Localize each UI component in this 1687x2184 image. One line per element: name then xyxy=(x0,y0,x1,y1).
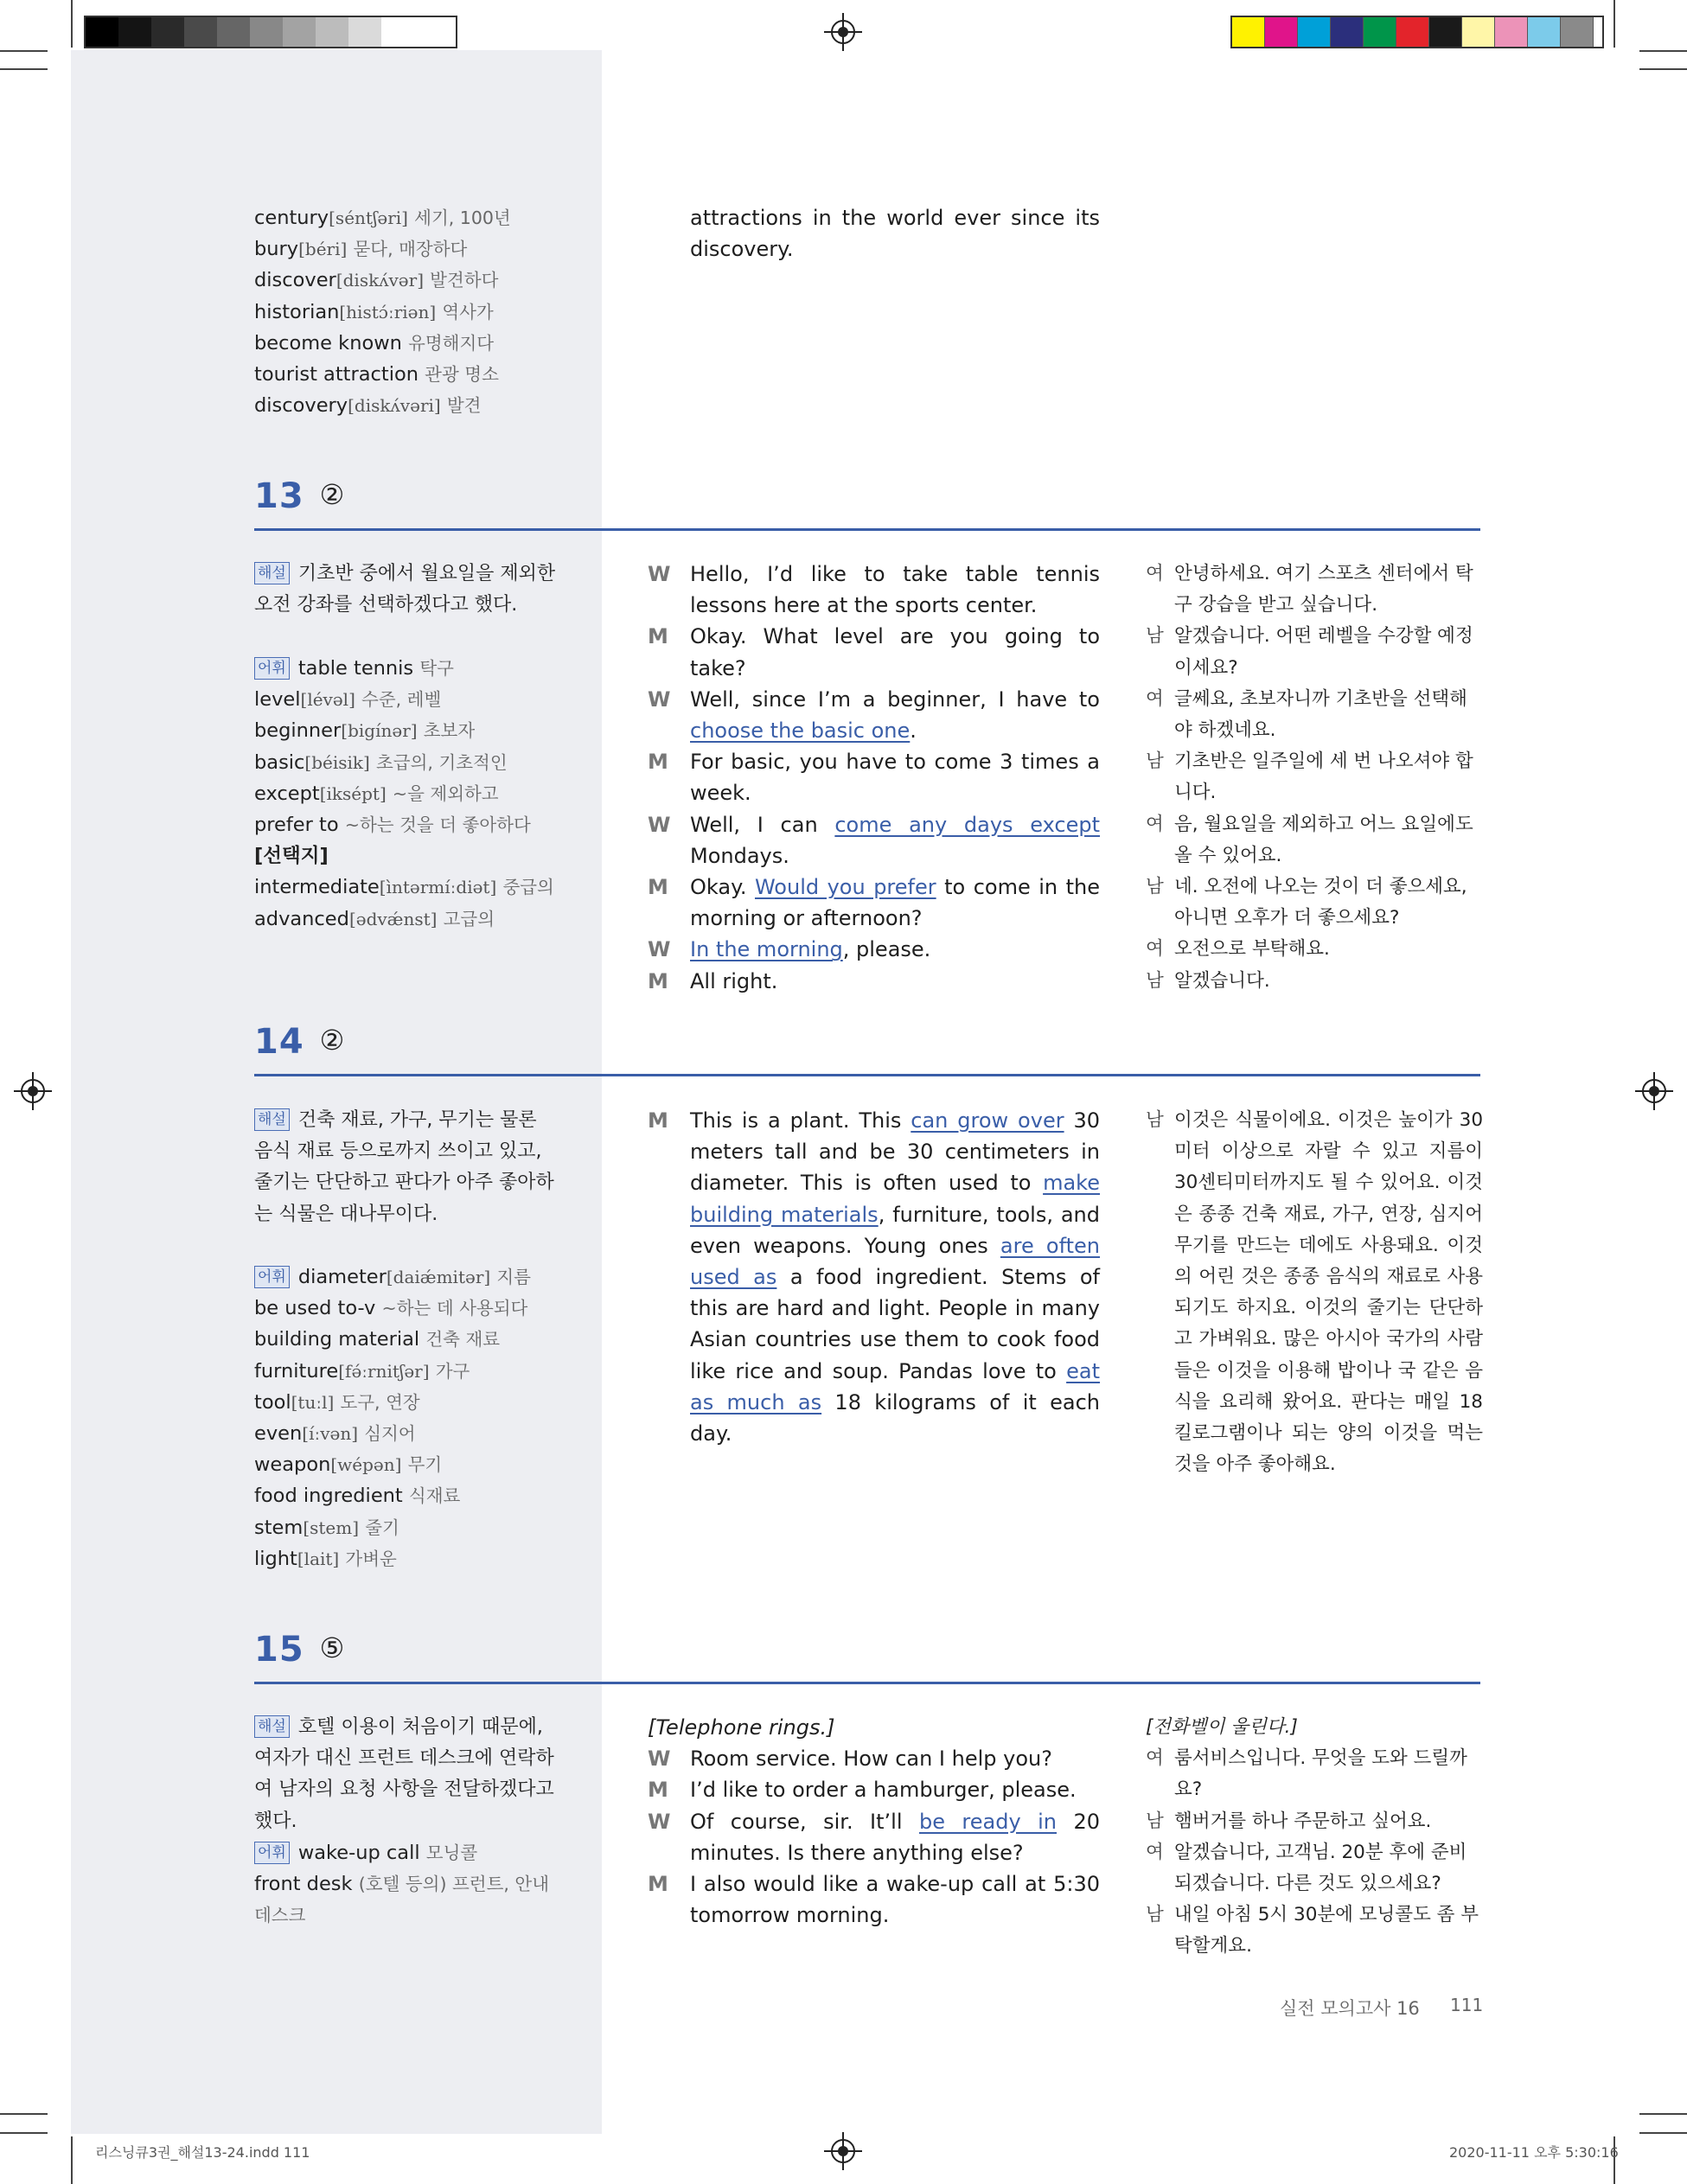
question-13-heading xyxy=(254,476,344,516)
vocab-row xyxy=(254,778,554,809)
vocab-word: stem xyxy=(254,1516,304,1539)
translation-text: 내일 아침 5시 30분에 모닝콜도 좀 부탁할게요. xyxy=(1174,1904,1479,1957)
translation-text: 네. 오전에 나오는 것이 더 좋으세요, 아니면 오후가 더 좋으세요? xyxy=(1174,876,1467,929)
vocab-pronunciation: [histɔ́ːriən] xyxy=(339,301,437,322)
vocab-word: level xyxy=(254,688,301,712)
vocab-meaning: 묻다, 매장하다 xyxy=(353,239,468,260)
dialogue-line: M I also would like a wake-up call at 5:30 tomorrow morning. xyxy=(648,1868,1100,1931)
crop-mark xyxy=(0,2113,48,2115)
crop-mark xyxy=(0,50,48,52)
vocab-word: tool xyxy=(254,1390,291,1414)
vocab-word: wake-up call xyxy=(297,1842,420,1864)
choices-label: [선택지] xyxy=(254,845,329,868)
vocab-row xyxy=(254,1868,557,1931)
color-swatch xyxy=(184,17,217,47)
vocab-word: discover xyxy=(254,269,336,292)
speaker-label: W xyxy=(648,686,671,712)
question-number: 15 xyxy=(254,1630,304,1670)
translation-text: 안녕하세요. 여기 스포츠 센터에서 탁구 강습을 받고 싶습니다. xyxy=(1174,563,1473,616)
vocab-row xyxy=(254,390,511,421)
vocab-row xyxy=(254,297,511,328)
dialogue-line: W Of course, sir. It’ll be ready in 20 minutes. Is there anything else? xyxy=(648,1806,1100,1868)
top-vocab-list xyxy=(254,202,511,421)
color-swatch xyxy=(1364,17,1396,47)
color-swatch xyxy=(118,17,151,47)
color-swatch xyxy=(1462,17,1495,47)
q13-korean-translation xyxy=(1146,559,1483,997)
color-swatch xyxy=(283,17,316,47)
vocab-row xyxy=(254,202,511,233)
color-swatch xyxy=(316,17,348,47)
vocab-word: discovery xyxy=(254,394,348,418)
speaker-label: 남 xyxy=(1146,1109,1164,1131)
vocab-word: weapon xyxy=(254,1453,331,1477)
dialogue-line: W Room service. How can I help you? xyxy=(648,1743,1100,1774)
speaker-label: M xyxy=(648,750,668,775)
vocab-row xyxy=(254,233,511,265)
print-timestamp: 2020-11-11 오후 5:30:16 xyxy=(1449,2144,1619,2161)
speaker-label: 남 xyxy=(1146,750,1164,773)
question-number: 14 xyxy=(254,1022,304,1062)
vocab-word: intermediate xyxy=(254,876,380,899)
translation-line xyxy=(1146,684,1483,746)
dictation-blank: eat as much as xyxy=(690,1358,1100,1414)
registration-mark-left xyxy=(21,1079,45,1103)
color-swatch xyxy=(348,17,381,47)
speaker-label: M xyxy=(648,1108,668,1133)
speaker-label: M xyxy=(648,1872,668,1897)
speaker-label: 여 xyxy=(1146,1747,1164,1770)
color-swatch xyxy=(151,17,184,47)
speaker-label: W xyxy=(648,1747,671,1772)
q15-explanation xyxy=(254,1712,557,1837)
vocab-word: century xyxy=(254,207,329,229)
speaker-label: 남 xyxy=(1146,625,1164,648)
color-swatch xyxy=(1396,17,1429,47)
answer-number: ⑤ xyxy=(319,1632,345,1664)
dialogue-line: W Well, I can come any days except Mondays. xyxy=(648,809,1100,872)
vocab-row xyxy=(254,809,554,840)
speaker-label: W xyxy=(648,937,671,962)
vocab-word: become known xyxy=(254,331,402,354)
color-swatch xyxy=(217,17,250,47)
vocab-pronunciation: [wépən] xyxy=(330,1454,402,1476)
translation-text: 음, 월요일을 제외하고 어느 요일에도 올 수 있어요. xyxy=(1174,813,1473,866)
explanation-text: 호텔 이용이 처음이기 때문에, 여자가 대신 프런트 데스크에 연락하여 남자의 요청 사항을 전달하겠다고 했다. xyxy=(254,1716,554,1832)
vocab-meaning: (호텔 등의) 프런트, 안내 데스크 xyxy=(254,1874,550,1926)
translation-line xyxy=(1146,1806,1483,1837)
translation-line xyxy=(1146,966,1483,997)
vocab-pronunciation: [lait] xyxy=(297,1548,340,1569)
section-label: 실전 모의고사 16 xyxy=(1280,1998,1420,2019)
speaker-label: 여 xyxy=(1146,563,1164,584)
translation-text: 햄버거를 하나 주문하고 싶어요. xyxy=(1174,1810,1432,1832)
crop-mark xyxy=(1639,2113,1687,2115)
vocab-row xyxy=(254,653,554,684)
vocab-word: furniture xyxy=(254,1359,339,1383)
q13-dialogue xyxy=(648,559,1100,997)
vocab-meaning: 세기, 100년 xyxy=(414,208,511,228)
vocab-row xyxy=(254,265,511,296)
vocab-meaning: 건축 재료 xyxy=(425,1329,501,1351)
file-info: 리스닝큐3권_해설13-24.indd 111 xyxy=(95,2144,310,2161)
vocab-word: tourist attraction xyxy=(254,363,419,386)
crop-mark xyxy=(0,2132,48,2134)
translation-line xyxy=(1146,1837,1483,1900)
color-swatch xyxy=(381,17,414,47)
q15-korean-translation xyxy=(1146,1712,1483,1963)
speaker-label: 남 xyxy=(1146,1810,1164,1832)
question-13-rule xyxy=(254,528,1480,531)
translation-line xyxy=(1146,621,1483,683)
speaker-label: 여 xyxy=(1146,1841,1164,1863)
dialogue-line: M For basic, you have to come 3 times a week. xyxy=(648,746,1100,808)
speaker-label: 여 xyxy=(1146,687,1164,710)
dialogue-line: W Well, since I’m a beginner, I have to choose the basic one. xyxy=(648,684,1100,746)
vocab-word: except xyxy=(254,782,320,805)
vocab-row xyxy=(254,1837,557,1868)
registration-mark-top xyxy=(831,20,855,44)
vocab-pronunciation: [ədvǽnst] xyxy=(348,908,438,929)
crop-mark xyxy=(1639,2132,1687,2134)
dialogue-line: W Hello, I’d like to take table tennis lessons here at the sports center. xyxy=(648,559,1100,621)
vocab-pronunciation: [tuːl] xyxy=(291,1391,335,1413)
vocab-pronunciation: [fə́ːrnitʃər] xyxy=(338,1360,430,1382)
vocab-row xyxy=(254,715,554,746)
vocab-pronunciation: [béisik] xyxy=(304,751,370,773)
speaker-label: M xyxy=(648,968,668,993)
registration-mark-bottom xyxy=(831,2139,855,2163)
vocab-row xyxy=(254,328,511,359)
vocab-pronunciation: [stem] xyxy=(303,1517,360,1538)
registration-mark-right xyxy=(1642,1079,1666,1103)
question-15-heading xyxy=(254,1630,344,1670)
vocab-tag: 어휘 xyxy=(254,1842,290,1864)
vocab-word: front desk xyxy=(254,1873,353,1896)
vocab-meaning: 무기 xyxy=(407,1454,443,1476)
vocab-row xyxy=(254,747,554,778)
q14-explanation xyxy=(254,1105,557,1230)
vocab-row xyxy=(254,1293,531,1324)
q14-korean-translation xyxy=(1146,1105,1483,1480)
speaker-label: M xyxy=(648,624,668,649)
color-swatch xyxy=(1561,17,1594,47)
vocab-word: historian xyxy=(254,300,340,323)
vocab-word: beginner xyxy=(254,719,342,743)
vocab-meaning: 발견 xyxy=(446,395,482,417)
vocab-meaning: ~하는 것을 더 좋아하다 xyxy=(344,814,531,836)
vocab-meaning: 중급의 xyxy=(502,877,554,898)
speaker-label: 남 xyxy=(1146,969,1164,992)
translation-line xyxy=(1146,934,1483,965)
vocab-meaning: 관광 명소 xyxy=(425,364,499,386)
vocab-row xyxy=(254,1449,531,1480)
vocab-meaning: 고급의 xyxy=(443,908,495,929)
explanation-tag: 해설 xyxy=(254,1108,290,1131)
speaker-label: M xyxy=(648,1778,668,1803)
page-number: 111 xyxy=(1450,1995,1484,2015)
vocab-pronunciation: [ìntərmíːdiət] xyxy=(379,877,497,898)
translation-line xyxy=(1146,1743,1483,1805)
crop-mark xyxy=(1614,0,1615,48)
vocab-pronunciation: [lévəl] xyxy=(300,689,355,711)
crop-mark xyxy=(71,0,73,48)
vocab-pronunciation: [séntʃəri] xyxy=(329,208,408,228)
question-14-heading xyxy=(254,1022,344,1062)
stage-direction: [전화벨이 울린다.] xyxy=(1146,1716,1298,1738)
translation-text: 오전으로 부탁해요. xyxy=(1174,938,1330,961)
speaker-label: W xyxy=(648,1809,671,1834)
translation-line xyxy=(1146,559,1483,621)
vocab-pronunciation: [béri] xyxy=(298,239,348,260)
crop-mark xyxy=(0,68,48,70)
vocab-row xyxy=(254,359,511,390)
color-swatch xyxy=(1429,17,1462,47)
color-bar xyxy=(1230,16,1604,48)
dictation-blank: choose the basic one xyxy=(690,718,911,744)
translation-text: 룸서비스입니다. 무엇을 도와 드릴까요? xyxy=(1174,1747,1467,1801)
color-swatch xyxy=(1232,17,1265,47)
speaker-label: 남 xyxy=(1146,876,1164,898)
vocab-row xyxy=(254,1261,531,1293)
vocab-row xyxy=(254,1324,531,1355)
monologue-text: This is a plant. This can grow over 30 meters tall and be 30 centimeters in diameter. This is often used to make building materials, furniture, tools, and even weapons. Young ones are often used as a food ingredient. Stems of this are hard and light. People in many Asian countries use them to cook food like rice and soup. Pandas love to eat as much as 18 kilograms of it each day. xyxy=(690,1108,1101,1446)
translation-text: 이것은 식물이에요. 이것은 높이가 30미터 이상으로 자랄 수 있고 지름이 30센티미터까지도 될 수 있어요. 이것은 종종 건축 재료, 가구, 연장, 심지어 무기를 만드는 데에도 사용돼요. 이것의 어린 것은 종종 음식의 재료로 사용되기도 하지요. 이것의 줄기는 단단하고 가벼워요. 많은 아시아 국가의 사람들은 이것을 이용해 밥이나 국 같은 음식을 요리해 왔어요. 판다는 매일 18킬로그램이나 되는 양의 이것을 먹는 것을 아주 좋아해요. xyxy=(1174,1109,1483,1476)
vocab-row xyxy=(254,1418,531,1449)
vocab-meaning: 탁구 xyxy=(419,658,454,679)
crop-mark xyxy=(1639,50,1687,52)
speaker-label: 여 xyxy=(1146,938,1164,961)
crop-mark xyxy=(1639,68,1687,70)
vocab-word: bury xyxy=(254,238,299,261)
vocab-pronunciation: [diskʌ́vəri] xyxy=(348,395,441,417)
translation-line xyxy=(1146,872,1483,934)
q14-vocab-list xyxy=(254,1261,531,1574)
color-swatch xyxy=(1298,17,1331,47)
vocab-meaning: 역사가 xyxy=(442,301,494,322)
dictation-blank: can grow over xyxy=(911,1108,1064,1133)
translation-text: 알겠습니다, 고객님. 20분 후에 준비되겠습니다. 다른 것도 있으세요? xyxy=(1174,1841,1467,1895)
color-swatch xyxy=(86,17,118,47)
speaker-label: 남 xyxy=(1146,1904,1164,1926)
vocab-meaning: 가벼운 xyxy=(345,1548,397,1569)
color-swatch xyxy=(1265,17,1298,47)
dictation-blank: come any days except xyxy=(834,812,1100,837)
explanation-tag: 해설 xyxy=(254,1715,290,1738)
dialogue-line: M Okay. Would you prefer to come in the morning or afternoon? xyxy=(648,872,1100,934)
vocab-meaning: 유명해지다 xyxy=(408,332,495,354)
vocab-meaning: 도구, 연장 xyxy=(340,1391,420,1413)
explanation-tag: 해설 xyxy=(254,562,290,584)
stage-direction: [Telephone rings.] xyxy=(648,1715,835,1740)
q13-vocab-list xyxy=(254,653,554,935)
vocab-word: diameter xyxy=(297,1266,387,1288)
translation-line xyxy=(1146,746,1483,808)
vocab-pronunciation: [iksépt] xyxy=(319,782,387,804)
color-swatch xyxy=(1331,17,1364,47)
dictation-blank: are often used as xyxy=(690,1233,1100,1290)
vocab-word: prefer to xyxy=(254,814,339,837)
question-14-rule xyxy=(254,1074,1480,1076)
translation-line xyxy=(1146,809,1483,872)
vocab-word: light xyxy=(254,1547,297,1570)
translation-text: 기초반은 일주일에 세 번 나오셔야 합니다. xyxy=(1174,750,1473,804)
dialogue-line: M Okay. What level are you going to take? xyxy=(648,621,1100,683)
question-15-rule xyxy=(254,1682,1480,1684)
translation-text: 글쎄요, 초보자니까 기초반을 선택해야 하겠네요. xyxy=(1174,687,1467,742)
dialogue-line: M I’d like to order a hamburger, please. xyxy=(648,1774,1100,1805)
vocab-meaning: 모닝콜 xyxy=(425,1842,478,1863)
q15-dialogue xyxy=(648,1712,1100,1931)
crop-mark xyxy=(71,2136,73,2184)
vocab-word: food ingredient xyxy=(254,1485,403,1508)
vocab-word: be used to-v xyxy=(254,1297,376,1320)
vocab-meaning: 초급의, 기초적인 xyxy=(376,751,508,773)
grayscale-bar xyxy=(84,16,457,48)
dialogue-text: attractions in the world ever since its discovery. xyxy=(690,206,1100,262)
vocab-meaning: ~하는 데 사용되다 xyxy=(381,1298,528,1319)
explanation-text: 기초반 중에서 월요일을 제외한 오전 강좌를 선택하겠다고 했다. xyxy=(254,563,556,616)
vocab-word: building material xyxy=(254,1328,420,1351)
vocab-meaning: 식재료 xyxy=(408,1485,461,1507)
dictation-blank: Would you prefer xyxy=(754,875,936,900)
color-swatch xyxy=(1495,17,1528,47)
vocab-row xyxy=(254,904,554,935)
vocab-word: basic xyxy=(254,750,305,774)
vocab-pronunciation: [diskʌ́vər] xyxy=(335,270,424,291)
dialogue-line: W In the morning, please. xyxy=(648,934,1100,965)
vocab-meaning: 심지어 xyxy=(364,1423,416,1445)
vocab-meaning: ~을 제외하고 xyxy=(392,782,499,804)
vocab-row xyxy=(254,1387,531,1418)
dialogue-line: M All right. xyxy=(648,966,1100,997)
color-swatch xyxy=(1528,17,1561,47)
top-dialogue-tail xyxy=(648,202,1100,265)
vocab-pronunciation: [íːvən] xyxy=(302,1423,359,1445)
vocab-meaning: 줄기 xyxy=(365,1517,399,1538)
q15-vocab-list xyxy=(254,1837,557,1932)
vocab-row xyxy=(254,684,554,715)
dictation-blank: make building materials xyxy=(690,1171,1100,1227)
speaker-label: M xyxy=(648,875,668,900)
vocab-meaning: 발견하다 xyxy=(430,270,499,291)
vocab-pronunciation: [daiǽmitər] xyxy=(386,1267,491,1287)
vocab-tag: 어휘 xyxy=(254,657,290,680)
vocab-row xyxy=(254,1480,531,1511)
translation-line xyxy=(1146,1900,1483,1962)
translation-text: 알겠습니다. xyxy=(1174,969,1270,992)
answer-number: ② xyxy=(319,1024,345,1057)
speaker-label: 여 xyxy=(1146,813,1164,835)
vocab-word: even xyxy=(254,1422,303,1446)
vocab-word: advanced xyxy=(254,907,349,930)
vocab-tag: 어휘 xyxy=(254,1266,290,1288)
speaker-label: W xyxy=(648,562,671,586)
q13-explanation xyxy=(254,559,557,621)
dictation-blank: In the morning xyxy=(690,937,843,962)
vocab-row xyxy=(254,1512,531,1543)
dictation-blank: be ready in xyxy=(918,1809,1057,1834)
vocab-row xyxy=(254,1356,531,1387)
answer-number: ② xyxy=(319,478,345,511)
vocab-word: table tennis xyxy=(297,657,414,680)
vocab-meaning: 수준, 레벨 xyxy=(361,689,442,711)
vocab-meaning: 지름 xyxy=(496,1267,531,1287)
question-number: 13 xyxy=(254,476,304,516)
translation-text: 알겠습니다. 어떤 레벨을 수강할 예정이세요? xyxy=(1174,625,1473,679)
vocab-pronunciation: [bigínər] xyxy=(341,720,418,742)
speaker-label: W xyxy=(648,812,671,837)
vocab-row xyxy=(254,1543,531,1574)
q14-monologue xyxy=(648,1105,1100,1449)
vocab-meaning: 초보자 xyxy=(423,720,476,742)
explanation-text: 건축 재료, 가구, 무기는 물론 음식 재료 등으로까지 쓰이고 있고, 줄기는 단단하고 판다가 아주 좋아하는 식물은 대나무이다. xyxy=(254,1109,554,1225)
color-swatch xyxy=(250,17,283,47)
vocab-meaning: 가구 xyxy=(435,1360,470,1382)
vocab-row xyxy=(254,872,554,903)
